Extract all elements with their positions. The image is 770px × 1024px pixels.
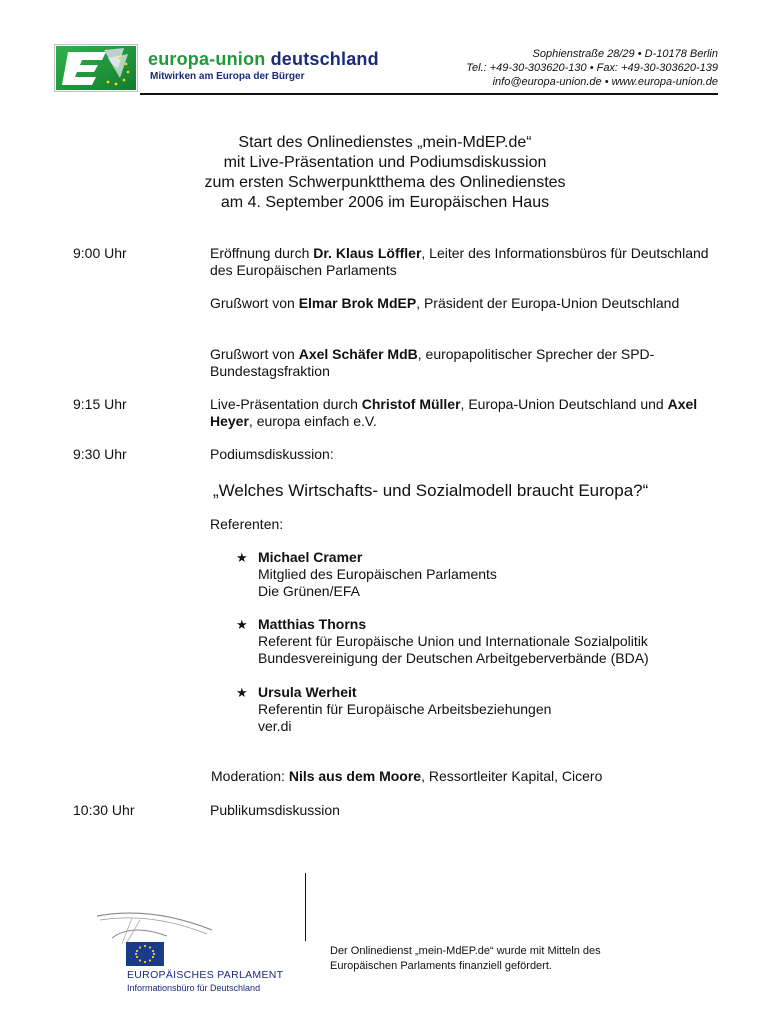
title-line-4: am 4. September 2006 im Europäischen Haus [220,194,550,211]
speaker-name: Elmar Brok MdEP [298,295,417,311]
speaker-name: Nils aus dem Moore [288,768,422,784]
program-item-opening: Eröffnung durch Dr. Klaus Löffler, Leiter des Informationsbüros für Deutschland des Europäischen Parlaments [210,245,709,278]
parliament-office: Informationsbüro für Deutschland [127,983,261,993]
time-930: 9:30 Uhr [73,446,127,462]
speaker-name: Axel Schäfer MdB [298,346,418,362]
speaker-org: Die Grünen/EFA [258,583,360,599]
title-line-1: Start des Onlinedienstes „mein-MdEP.de“ [238,134,532,151]
parliament-name: EUROPÄISCHES PARLAMENT [127,969,284,981]
title-line-3: zum ersten Schwerpunktthema des Onlinedienstes [204,174,566,191]
speaker-name: Michael Cramer [258,549,363,565]
eu-logo-e-icon [54,44,138,92]
star-icon: ★ [236,550,248,565]
speaker-org: Bundesvereinigung der Deutschen Arbeitgeberverbände (BDA) [258,650,649,666]
title-line-2: mit Live-Präsentation und Podiumsdiskussion [223,154,547,171]
contact-phone: Tel.: +49-30-303620-130 • Fax: +49-30-303620-139 [466,62,718,74]
speaker-name: Axel Heyer [210,396,698,429]
brand-title-a: europa-union [148,49,266,69]
contact-block [466,47,718,89]
time-1030: 10:30 Uhr [73,802,135,818]
program-item-greeting-2: Grußwort von Axel Schäfer MdB, europapolitischer Sprecher der SPD-Bundestagsfraktion [210,346,655,379]
referenten-label: Referenten: [210,516,284,532]
speaker-org: ver.di [258,718,292,734]
program-item-presentation: Live-Präsentation durch Christof Müller, Europa-Union Deutschland und Axel Heyer, europa einfach e.V. [210,396,698,429]
speaker-entry [236,616,706,667]
contact-web[interactable]: info@europa-union.de • www.europa-union.de [492,76,718,88]
header-divider [140,93,718,95]
funding-note: Der Onlinedienst „mein-MdEP.de“ wurde mit Mitteln des Europäischen Parlaments finanziell gefördert. [330,945,601,972]
parliament-building-icon [92,908,282,968]
speaker-role: Mitglied des Europäischen Parlaments [258,566,497,582]
star-icon: ★ [236,617,248,632]
brand-title-b: deutschland [270,49,379,69]
panel-question: „Welches Wirtschafts- und Sozialmodell braucht Europa?“ [213,481,649,500]
program-item-greeting-1: Grußwort von Elmar Brok MdEP, Präsident der Europa-Union Deutschland [210,295,680,311]
time-915: 9:15 Uhr [73,396,127,412]
speaker-name: Matthias Thorns [258,616,367,632]
speaker-role: Referentin für Europäische Arbeitsbeziehungen [258,701,552,717]
speaker-role: Referent für Europäische Union und Internationale Sozialpolitik [258,633,648,649]
speaker-name: Christof Müller [361,396,461,412]
contact-address: Sophienstraße 28/29 • D-10178 Berlin [532,48,718,60]
speaker-entry [236,684,706,735]
brand-subtitle: Mitwirken am Europa der Bürger [150,71,305,82]
speaker-name: Ursula Werheit [258,684,357,700]
brand-title [148,49,379,70]
moderation: Moderation: Nils aus dem Moore, Ressortleiter Kapital, Cicero [211,768,603,784]
page-title [0,133,770,213]
program-item-audience: Publikumsdiskussion [210,802,340,818]
speaker-name: Dr. Klaus Löffler [313,245,422,261]
europa-union-logo [54,44,138,92]
time-900: 9:00 Uhr [73,245,127,261]
program-item-podium: Podiumsdiskussion: [210,446,334,462]
star-icon: ★ [236,685,248,700]
footer-divider [305,873,306,941]
speaker-entry [236,549,706,600]
